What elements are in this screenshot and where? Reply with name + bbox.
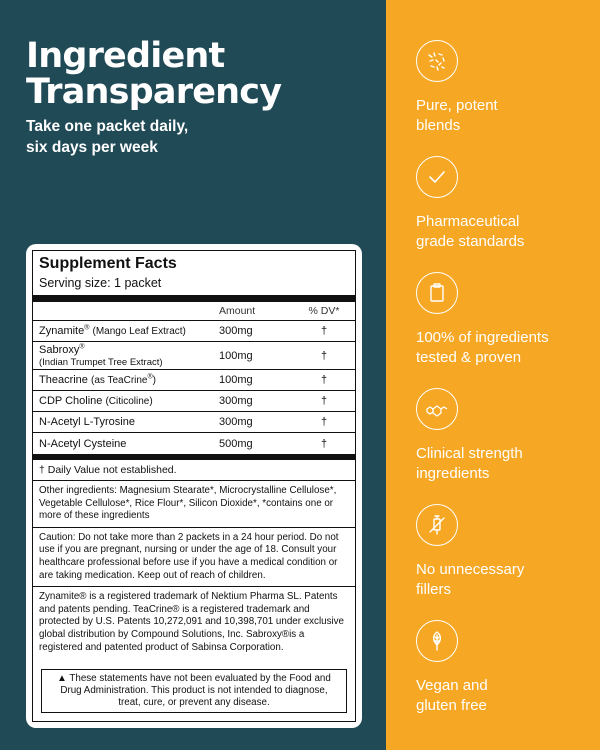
supplement-facts-panel (32, 250, 356, 722)
page-title (26, 38, 281, 110)
ingredient-name: N-Acetyl Cysteine (39, 437, 127, 450)
feature-line-1: Pure, potent (416, 97, 498, 114)
feature-line-2: tested & proven (416, 349, 522, 366)
ingredient-amount: 300mg (219, 416, 253, 428)
ingredient-dv: † (320, 416, 328, 428)
ingredient-row (33, 391, 355, 412)
ingredient-amount: 300mg (219, 395, 253, 407)
feature-pharmaceutical (416, 156, 586, 252)
ingredient-row (33, 321, 355, 342)
fda-disclaimer: ▲ These statements have not been evaluated by the Food and Drug Administration. This product is not intended to diagnose, treat, cure, or prevent any disease. (41, 669, 347, 713)
page-subtitle (26, 116, 188, 158)
ingredient-row (33, 433, 355, 454)
ingredient-dv: † (320, 325, 328, 337)
divider-thick (33, 295, 355, 302)
amount-column-label: Amount (219, 305, 256, 317)
feature-pure-potent (416, 40, 586, 136)
molecules-icon (416, 40, 458, 82)
ingredient-row (33, 342, 355, 370)
checkmark-icon (416, 156, 458, 198)
feature-line-1: Pharmaceutical (416, 213, 520, 230)
feature-line-1: No unnecessary (416, 561, 525, 578)
dv-column-label: % DV* (308, 305, 340, 317)
title-line-2: Transparency (26, 72, 282, 112)
ingredient-name: Theacrine (39, 373, 88, 386)
subtitle-line-2: six days per week (26, 139, 158, 156)
no-syringe-icon (416, 504, 458, 546)
ingredient-detail-end: ) (152, 374, 157, 386)
ingredient-dv: † (320, 374, 328, 386)
feature-line-2: grade standards (416, 233, 525, 250)
ingredient-detail: (Citicoline) (105, 395, 153, 407)
ingredient-detail: (Indian Trumpet Tree Extract) (39, 356, 163, 368)
feature-clinical (416, 388, 586, 484)
feature-line-2: ingredients (416, 465, 490, 482)
feature-no-fillers (416, 504, 586, 600)
feature-line-1: 100% of ingredients (416, 329, 549, 346)
ingredient-name: N-Acetyl L-Tyrosine (39, 416, 135, 428)
ingredient-amount: 300mg (219, 325, 253, 337)
ingredient-name: Zynamite (39, 324, 85, 337)
ingredient-amount: 100mg (219, 349, 253, 362)
ingredient-amount: 100mg (219, 374, 253, 386)
feature-line-2: gluten free (416, 697, 487, 714)
subtitle-line-1: Take one packet daily, (26, 118, 189, 135)
registered-mark: ® (147, 373, 153, 381)
serving-size: Serving size: 1 packet (39, 276, 162, 290)
ingredient-dv: † (320, 395, 328, 407)
feature-line-1: Clinical strength (416, 445, 523, 462)
registered-mark: ® (79, 342, 85, 350)
feature-line-2: fillers (416, 581, 452, 598)
ingredient-detail: (Mango Leaf Extract) (92, 325, 186, 337)
feature-vegan (416, 620, 586, 716)
ingredient-dv: † (320, 437, 328, 450)
registered-mark: ® (84, 323, 90, 331)
trademark-text: Zynamite® is a registered trademark of Nektium Pharma SL. Patents and patents pending. TeaCrine® is a registered trademark and protected by U.S. Patents 10,272,091 and 10,398,701 under exclusive global distribution by Compound Solutions, Inc. Sabroxy®is a registered and patented product of Sabinsa Corporation. (39, 591, 345, 653)
daily-value-note: † Daily Value not established. (33, 460, 355, 481)
caution-text: Caution: Do not take more than 2 packets in a 24 hour period. Do not use if you are pregnant, nursing or under the age of 18. Consult your healthcare professional before use if you have a medical condition or are taking medication. Keep out of reach of children. (33, 528, 355, 587)
facts-title: Supplement Facts (39, 255, 177, 272)
ingredient-name: CDP Choline (39, 394, 103, 407)
ingredient-dv: † (320, 349, 328, 362)
feature-line-2: blends (416, 117, 461, 134)
feature-tested (416, 272, 586, 368)
supplement-facts-card (26, 244, 362, 728)
clipboard-icon (416, 272, 458, 314)
ingredient-amount: 500mg (219, 437, 253, 450)
ingredient-detail: (as TeaCrine (90, 374, 148, 386)
ingredient-row (33, 370, 355, 391)
ingredient-name: Sabroxy (39, 343, 80, 356)
leaf-icon (416, 620, 458, 662)
facts-column-header (33, 302, 355, 321)
feature-line-1: Vegan and (416, 677, 488, 694)
ingredient-row (33, 412, 355, 433)
facts-header (33, 251, 355, 291)
other-ingredients: Other ingredients: Magnesium Stearate*, Microcrystalline Cellulose*, Vegetable Cellulose*, Rice Flour*, Silicon Dioxide*, *contains one or more of these ingredients (33, 481, 355, 528)
title-line-1: Ingredient (26, 36, 225, 76)
molecule-structure-icon (416, 388, 458, 430)
